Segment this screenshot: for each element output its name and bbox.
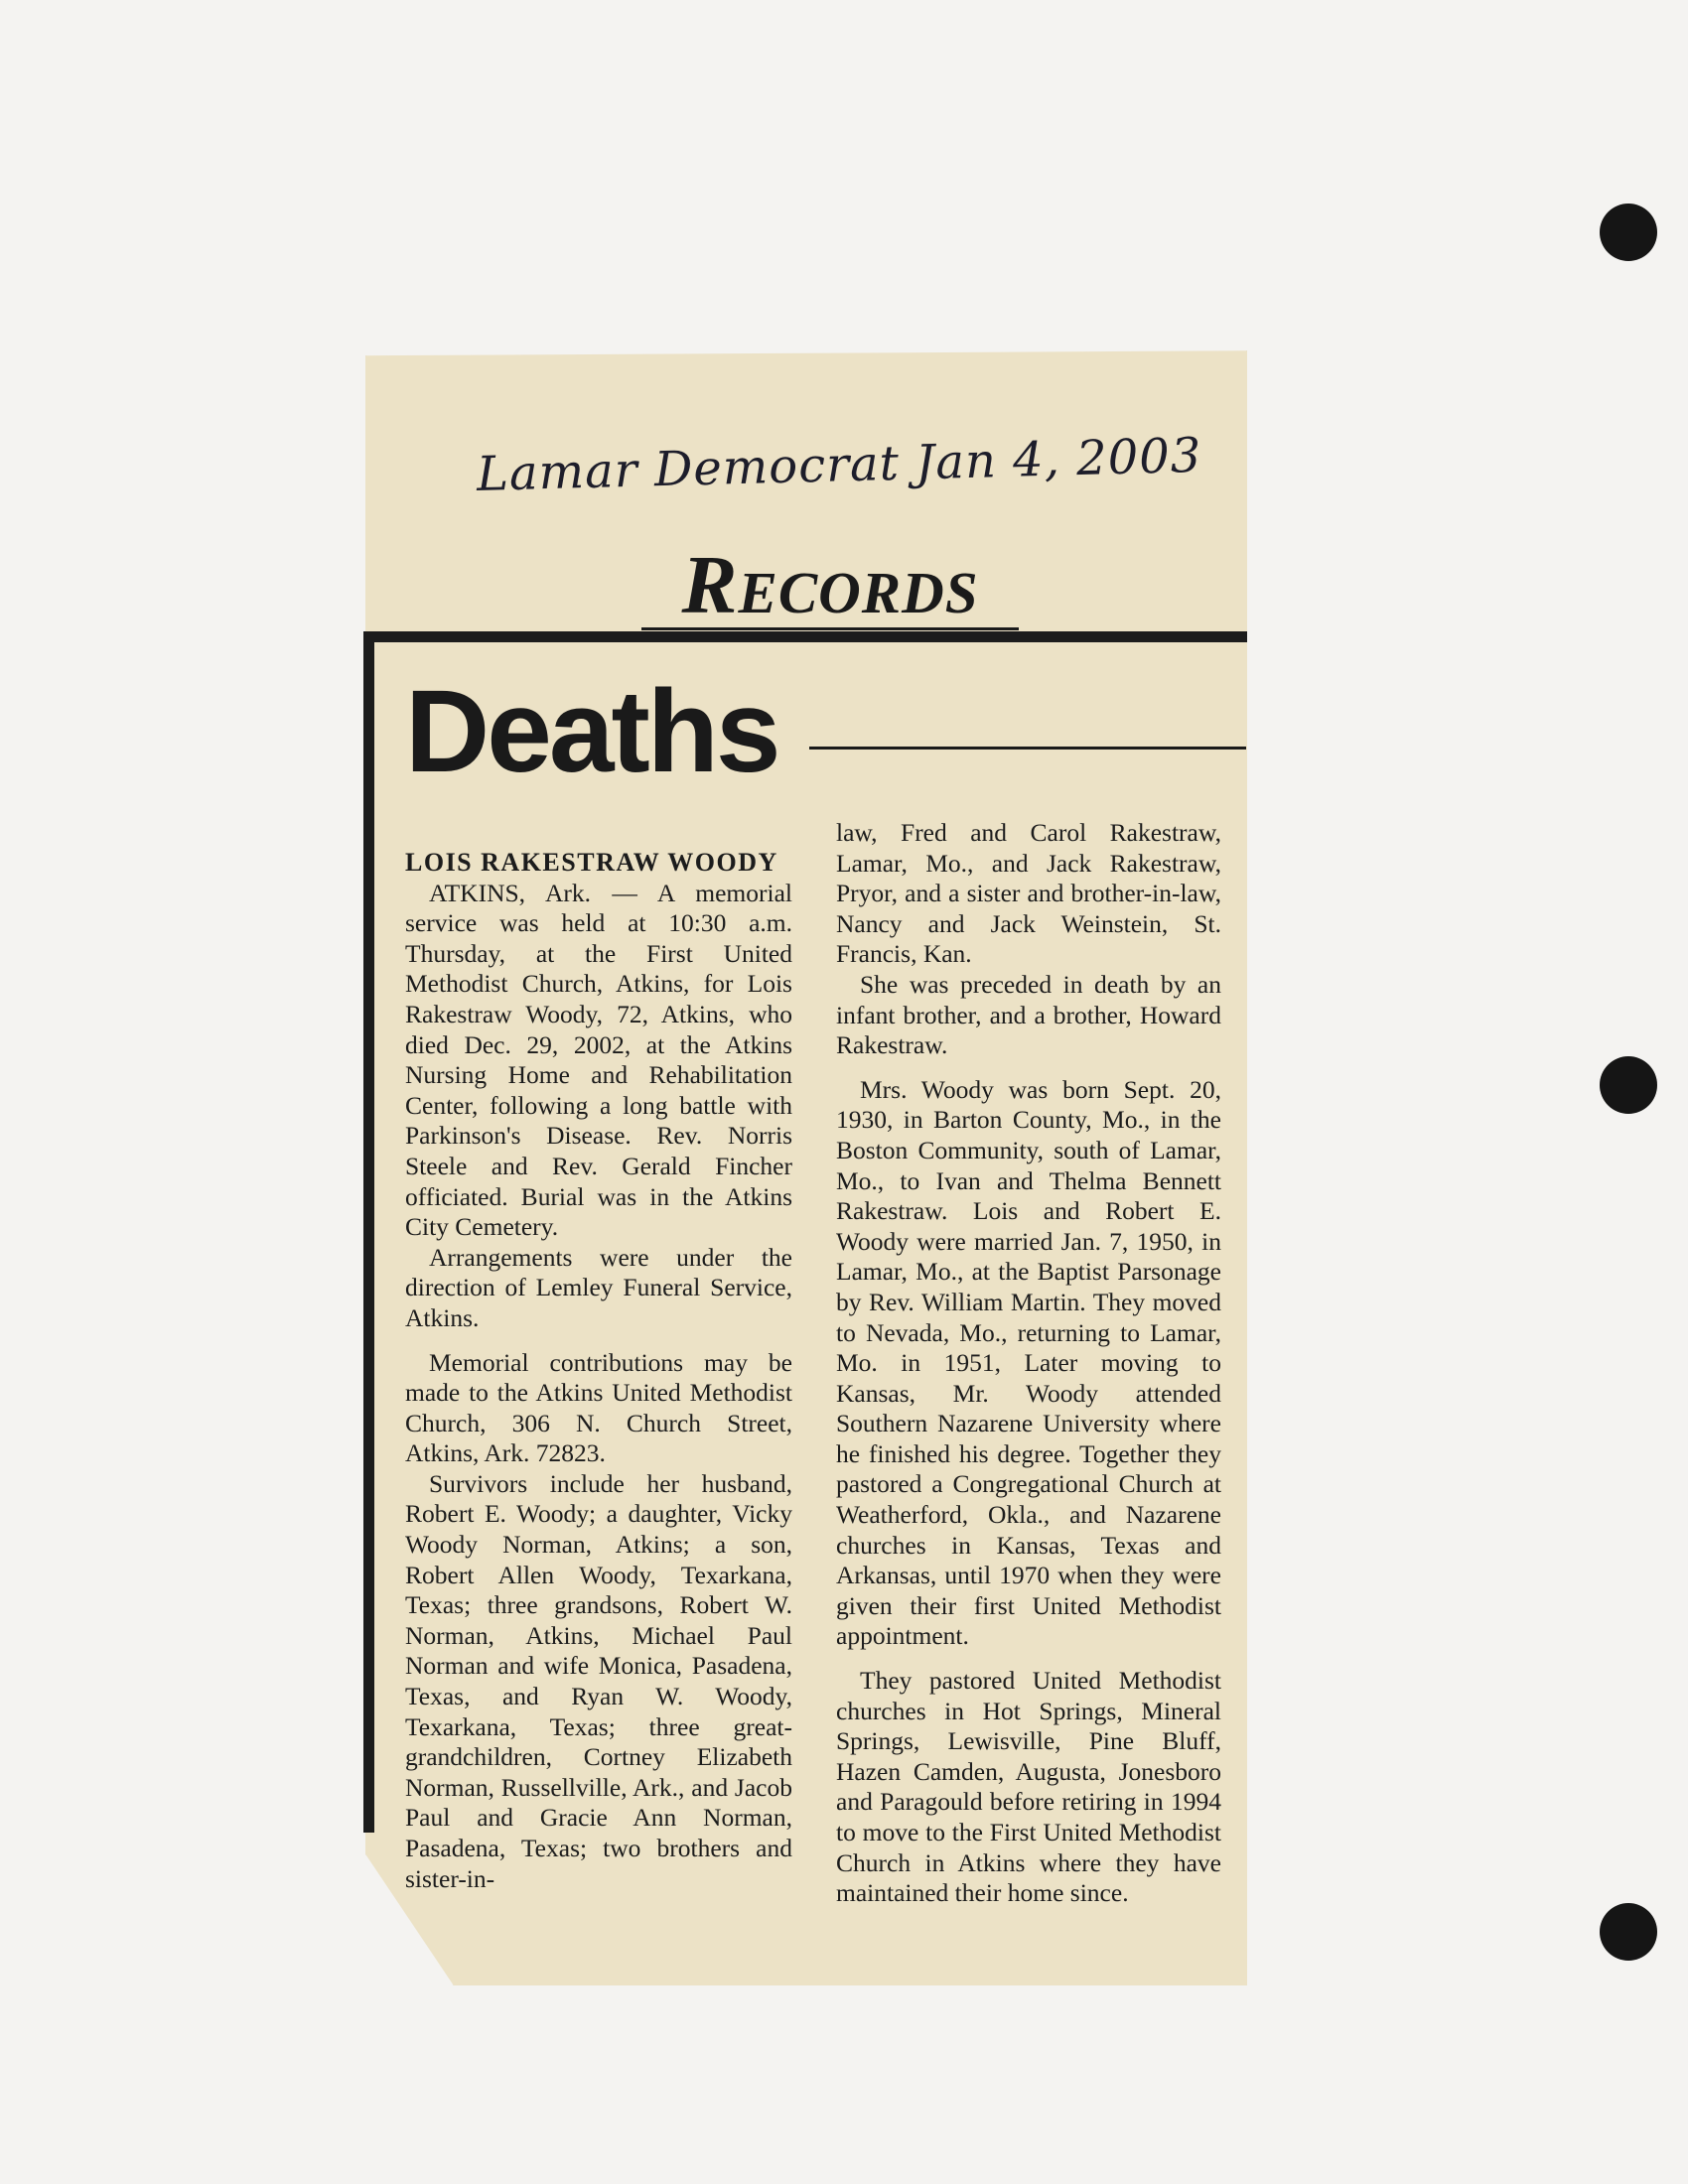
paragraph: Memorial contributions may be made to the Atkins United Methodist Church, 306 N. Church Street, Atkins, Ark. 72823. xyxy=(405,1347,792,1468)
section-title: Deaths xyxy=(405,666,778,797)
paragraph: ATKINS, Ark. — A memorial service was held at 10:30 a.m. Thursday, at the First United Methodist Church, Atkins, for Lois Rakestraw Woody, 72, Atkins, who died Dec. 29, 2002, at the Atkins Nursing Home and Rehabilitation Center, following a long battle with Parkinson's Disease. Rev. Norris Steele and Rev. Gerald Fincher officiated. Burial was in the Atkins City Cemetery. xyxy=(405,878,792,1242)
punch-hole-middle xyxy=(1600,1056,1657,1114)
punch-hole-top xyxy=(1600,204,1657,261)
obituary-name: LOIS RAKESTRAW WOODY xyxy=(405,848,778,877)
frame-left-rule xyxy=(363,631,374,1833)
paragraph: She was preceded in death by an infant brother, and a brother, Howard Rakestraw. xyxy=(836,969,1221,1060)
section-header: Records xyxy=(641,544,1019,630)
title-rule xyxy=(809,747,1246,750)
paragraph: Survivors include her husband, Robert E. Woody; a daughter, Vicky Woody Norman, Atkins; a son, Robert Allen Woody, Texarkana, Texas; three grandsons, Robert W. Norman, Atkins, Michael Paul Norman and wife Monica, Pasadena, Texas, and Ryan W. Woody, Texarkana, Texas; three great-grandchildren, Cortney Elizabeth Norman, Russellville, Ark., and Jacob Paul and Gracie Ann Norman, Pasadena, Texas; two brothers and sister-in- xyxy=(405,1468,792,1893)
frame-top-rule xyxy=(363,631,1247,642)
paragraph: They pastored United Methodist churches in Hot Springs, Mineral Springs, Lewisville, Pine Bluff, Hazen Camden, Augusta, Jonesboro and Paragould before retiring in 1994 to move to the First United Methodist Church in Atkins where they have maintained their home since. xyxy=(836,1666,1221,1908)
obituary-column-2 xyxy=(836,818,1221,1909)
handwritten-note: Lamar Democrat Jan 4, 2003 xyxy=(476,427,1202,502)
paragraph: Arrangements were under the direction of Lemley Funeral Service, Atkins. xyxy=(405,1242,792,1332)
punch-hole-bottom xyxy=(1600,1903,1657,1961)
paragraph: Mrs. Woody was born Sept. 20, 1930, in Barton County, Mo., in the Boston Community, south of Lamar, Mo., to Ivan and Thelma Bennett Rakestraw. Lois and Robert E. Woody were married Jan. 7, 1950, in Lamar, Mo., at the Baptist Parsonage by Rev. William Martin. They moved to Nevada, Mo., returning to Lamar, Mo. in 1951, Later moving to Kansas, Mr. Woody attended Southern Nazarene University where he finished his degree. Together they pastored a Congregational Church at Weatherford, Okla., and Nazarene churches in Kansas, Texas and Arkansas, until 1970 when they were given their first United Methodist appointment. xyxy=(836,1074,1221,1651)
torn-edge xyxy=(365,338,1247,353)
obituary-column-1 xyxy=(405,848,792,1894)
paragraph: law, Fred and Carol Rakestraw, Lamar, Mo., and Jack Rakestraw, Pryor, and a sister and brother-in-law, Nancy and Jack Weinstein, St. Francis, Kan. xyxy=(836,818,1221,969)
